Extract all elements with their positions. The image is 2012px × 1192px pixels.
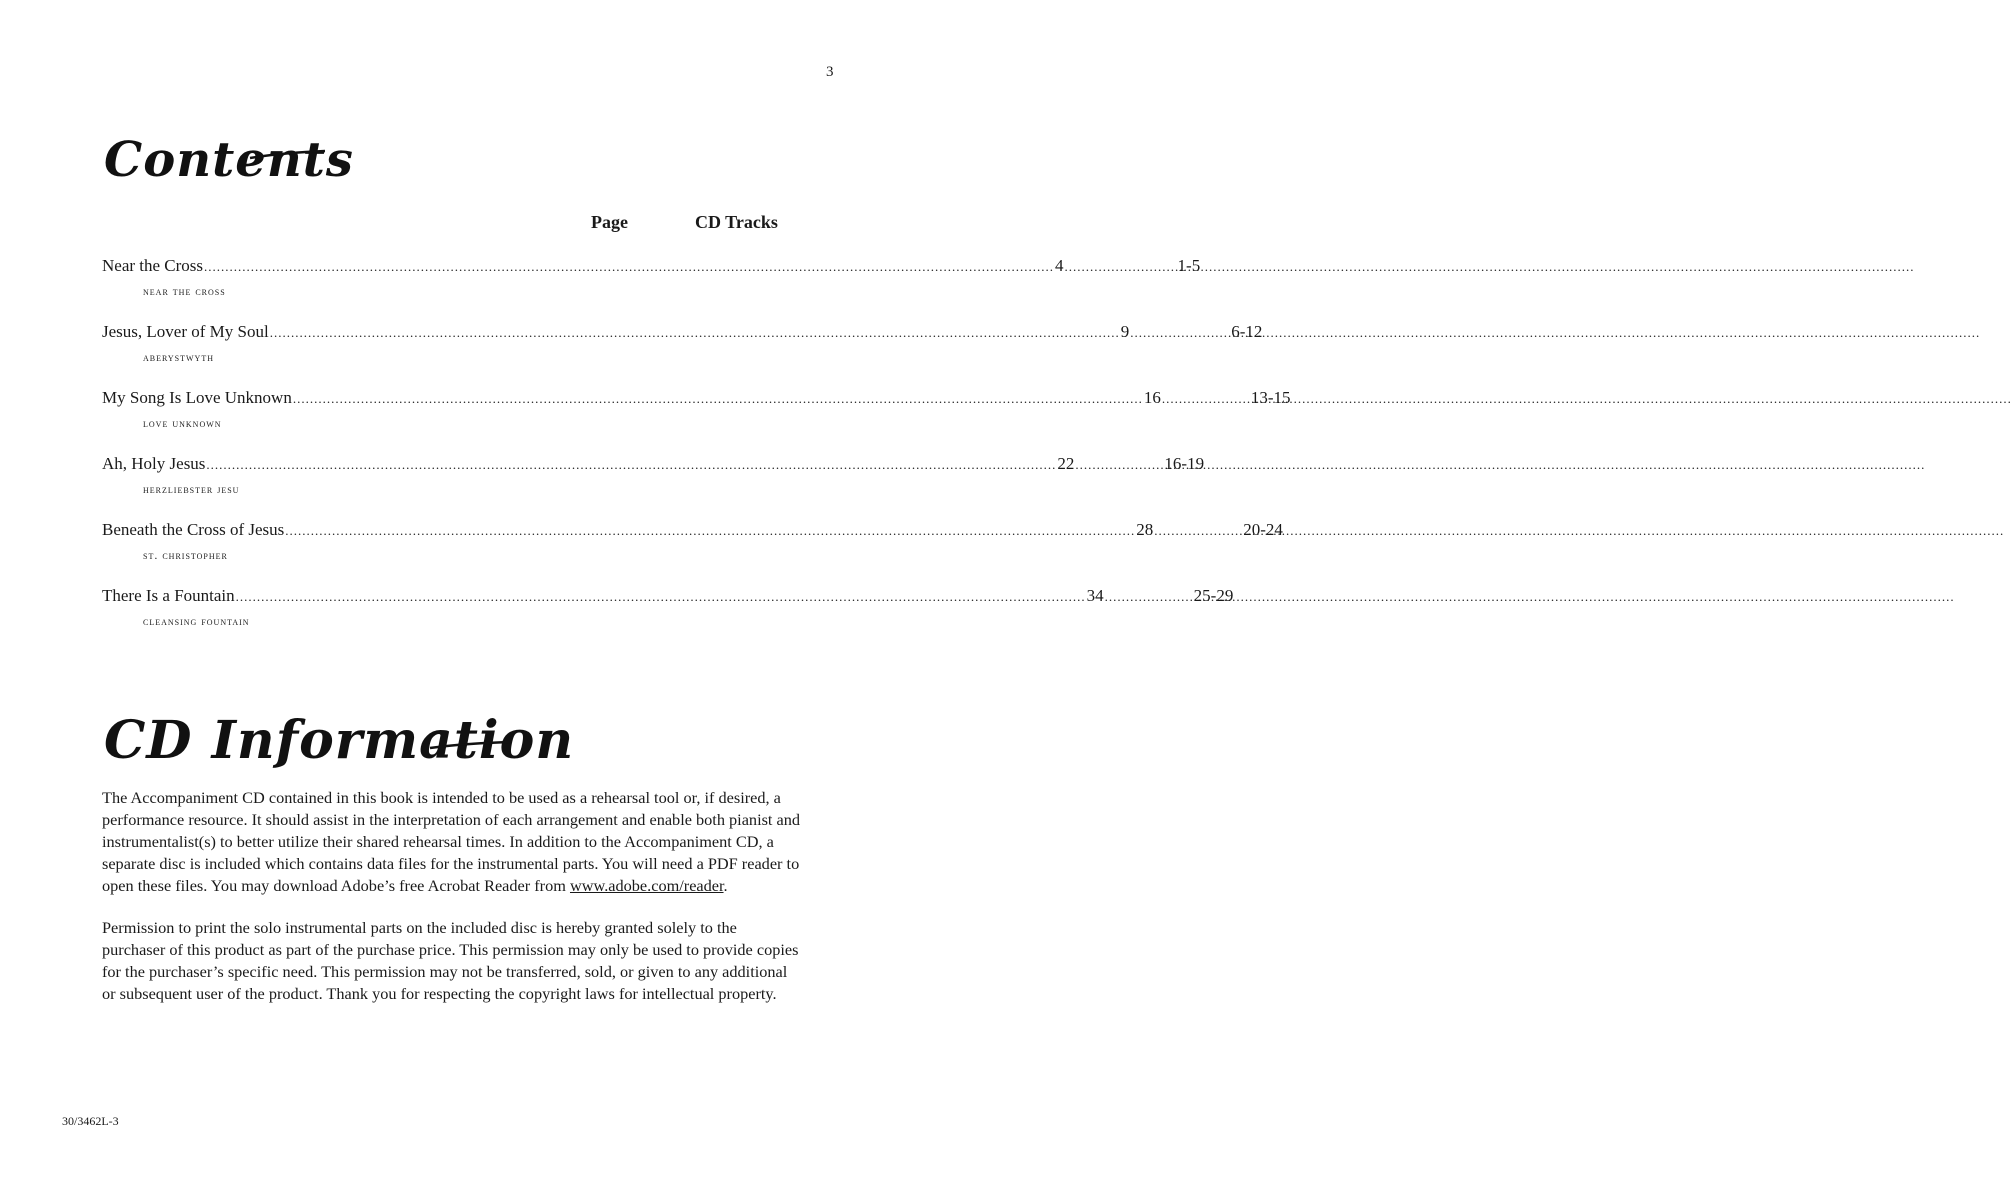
toc-entry-page: 34 xyxy=(1086,586,1104,605)
cd-information-body xyxy=(102,787,802,1025)
toc-entry[interactable] xyxy=(102,454,1205,520)
toc-entry-page: 4 xyxy=(1055,256,1064,275)
toc-entry[interactable] xyxy=(102,256,1201,322)
catalog-code: 30/3462L-3 xyxy=(62,1114,119,1128)
toc-entry-tune: st. christopher xyxy=(143,548,228,562)
toc-entry[interactable] xyxy=(102,520,1283,586)
leader-dots xyxy=(1105,589,1193,605)
toc-entry[interactable] xyxy=(102,322,1263,388)
toc-entry-title: Ah, Holy Jesus xyxy=(102,454,206,473)
toc-entry-title: There Is a Fountain xyxy=(102,586,235,605)
toc-entry-title: Near the Cross xyxy=(102,256,204,275)
leader-dots xyxy=(1065,259,1177,275)
cd-paragraph-1: The Accompaniment CD contained in this book is intended to be used as a rehearsal tool or, if desired, a performance resource. It should assist in the interpretation of each arrangement and enable both pianist and instrumentalist(s) to better utilize their shared rehearsal times. In addition to the Accompaniment CD, a separate disc is included which contains data files for the instrumental parts. You will need a PDF reader to open these files. You may download Adobe’s free Acrobat Reader from www.adobe.com/reader. xyxy=(102,788,801,895)
leader-dots xyxy=(1075,457,1163,473)
cd-paragraph-2: Permission to print the solo instrumental parts on the included disc is hereby granted solely to the purchaser of this product as part of the purchase price. This permission may only be used to provide copies for the purchaser’s specific need. This permission may not be transferred, sold, or given to any additional or subsequent user of the product. Thank you for respecting the copyright laws for intellectual property. xyxy=(102,918,799,1003)
toc-entry-tracks: 1-5 xyxy=(1177,256,1201,275)
toc-entry-page: 28 xyxy=(1136,520,1154,539)
leader-dots xyxy=(206,457,1056,473)
cd-information-heading-text: CD Information xyxy=(104,710,575,771)
toc-entry-title: My Song Is Love Unknown xyxy=(102,388,292,407)
adobe-reader-link[interactable]: www.adobe.com/reader xyxy=(569,876,724,895)
contents-heading-text: Contents xyxy=(104,132,354,188)
column-header-cd-tracks: CD Tracks xyxy=(695,212,778,232)
page-number: 3 xyxy=(826,64,834,80)
toc-entry-tune: cleansing fountain xyxy=(143,614,250,628)
leader-dots xyxy=(1154,523,1242,539)
toc-entry-title: Beneath the Cross of Jesus xyxy=(102,520,285,539)
table-of-contents xyxy=(102,256,1291,652)
toc-entry-tune: herzliebster jesu xyxy=(143,482,240,496)
toc-entry-tracks: 13-15 xyxy=(1250,388,1291,407)
toc-entry-tune: near the cross xyxy=(143,284,226,298)
leader-dots xyxy=(285,523,1135,539)
toc-entry-tracks: 25-29 xyxy=(1193,586,1234,605)
toc-entry-page: 9 xyxy=(1120,322,1130,341)
leader-dots xyxy=(270,325,1120,341)
contents-heading xyxy=(100,118,354,198)
toc-entry-tracks: 6-12 xyxy=(1231,322,1263,341)
toc-entry-title: Jesus, Lover of My Soul xyxy=(102,322,269,341)
leader-dots xyxy=(204,259,1054,275)
toc-entry-tune: aberystwyth xyxy=(143,350,214,364)
toc-entry[interactable] xyxy=(102,586,1234,652)
toc-entry-page: 16 xyxy=(1143,388,1161,407)
toc-entry-page: 22 xyxy=(1057,454,1075,473)
toc-entry-tracks: 16-19 xyxy=(1164,454,1205,473)
leader-dots xyxy=(236,589,1086,605)
cd-information-heading xyxy=(100,698,575,778)
leader-dots xyxy=(293,391,1143,407)
leader-dots xyxy=(1162,391,1250,407)
toc-entry-tracks: 20-24 xyxy=(1243,520,1283,539)
toc-entry-tune: love unknown xyxy=(143,416,222,430)
column-header-page: Page xyxy=(591,212,628,232)
leader-dots xyxy=(1130,325,1230,341)
toc-entry[interactable] xyxy=(102,388,1291,454)
